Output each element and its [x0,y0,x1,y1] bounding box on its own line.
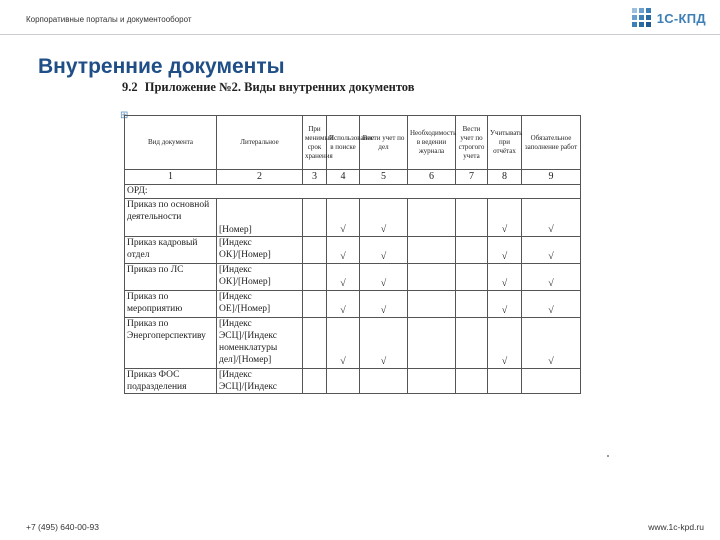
column-header: Использование в поиске [327,116,360,170]
doc-type-name: Приказ по мероприятию [125,291,217,318]
check-mark: √ [522,318,581,369]
doc-type-name: Приказ по Энергоперспективу [125,318,217,369]
column-header: Обязательное заполнение работ [522,116,581,170]
column-header: Вести учет по строгого учета [456,116,488,170]
column-number: 6 [408,170,456,185]
check-mark: √ [488,318,522,369]
column-header: Необходимость в ведении журнала [408,116,456,170]
section-row [125,185,581,199]
table-row [125,237,581,264]
check-mark: √ [522,291,581,318]
logo-grid-icon [631,7,653,29]
document-types-table [124,115,581,394]
doc-type-name: Приказ по основной деятельности [125,199,217,237]
check-mark [522,369,581,394]
table-row [125,264,581,291]
document-scan [112,78,612,450]
check-mark: √ [360,291,408,318]
check-mark [488,369,522,394]
column-header: Вид документа [125,116,217,170]
doc-literal: [Индекс ЭСЦ]/[Индекс номенклатуры дел]/[Номер] [217,318,303,369]
column-number: 8 [488,170,522,185]
column-number: 9 [522,170,581,185]
column-header: Учитывать при отчётах [488,116,522,170]
check-mark: √ [327,264,360,291]
column-number-row [125,170,581,185]
caption-text: Приложение №2. Виды внутренних документов [144,80,415,94]
check-mark: √ [488,264,522,291]
column-number: 4 [327,170,360,185]
company-logo [631,7,706,29]
table-move-anchor-icon: ⊞ [120,110,129,121]
doc-literal: [Индекс ОК]/[Номер] [217,264,303,291]
check-mark: √ [327,199,360,237]
section-label: ОРД: [125,185,581,199]
check-mark: √ [327,237,360,264]
table-row [125,291,581,318]
check-mark: √ [488,199,522,237]
section-number: 9.2 [122,80,138,94]
check-mark: √ [360,264,408,291]
check-mark: √ [327,291,360,318]
table-row [125,199,581,237]
column-number: 3 [303,170,327,185]
check-mark [327,369,360,394]
column-number: 7 [456,170,488,185]
doc-type-name: Приказ ФОС подразделения [125,369,217,394]
check-mark: √ [522,264,581,291]
check-mark: √ [360,318,408,369]
table-row [125,369,581,394]
column-number: 2 [217,170,303,185]
scan-dot [607,455,609,457]
column-header: Вести учет по дел [360,116,408,170]
doc-literal: [Индекс ОК]/[Номер] [217,237,303,264]
document-caption [122,80,415,95]
page-title: Внутренние документы [38,55,285,78]
doc-literal: [Индекс ОЕ]/[Номер] [217,291,303,318]
column-header: При менимый срок хранения [303,116,327,170]
table-row [125,318,581,369]
table-header-row [125,116,581,170]
check-mark: √ [522,199,581,237]
column-header: Литеральное [217,116,303,170]
doc-type-name: Приказ по ЛС [125,264,217,291]
check-mark: √ [488,291,522,318]
check-mark: √ [327,318,360,369]
check-mark: √ [360,237,408,264]
check-mark: √ [522,237,581,264]
column-number: 1 [125,170,217,185]
doc-literal: [Номер] [217,199,303,237]
footer-website-link[interactable]: www.1c-kpd.ru [648,522,704,532]
header-divider [0,34,720,35]
doc-type-name: Приказ кадровый отдел [125,237,217,264]
logo-text: 1С-КПД [656,10,706,26]
header-text: Корпоративные порталы и документооборот [26,15,192,24]
check-mark: √ [488,237,522,264]
check-mark: √ [360,199,408,237]
doc-literal: [Индекс ЭСЦ]/[Индекс [217,369,303,394]
column-number: 5 [360,170,408,185]
check-mark [360,369,408,394]
footer-phone: +7 (495) 640-00-93 [26,522,100,532]
